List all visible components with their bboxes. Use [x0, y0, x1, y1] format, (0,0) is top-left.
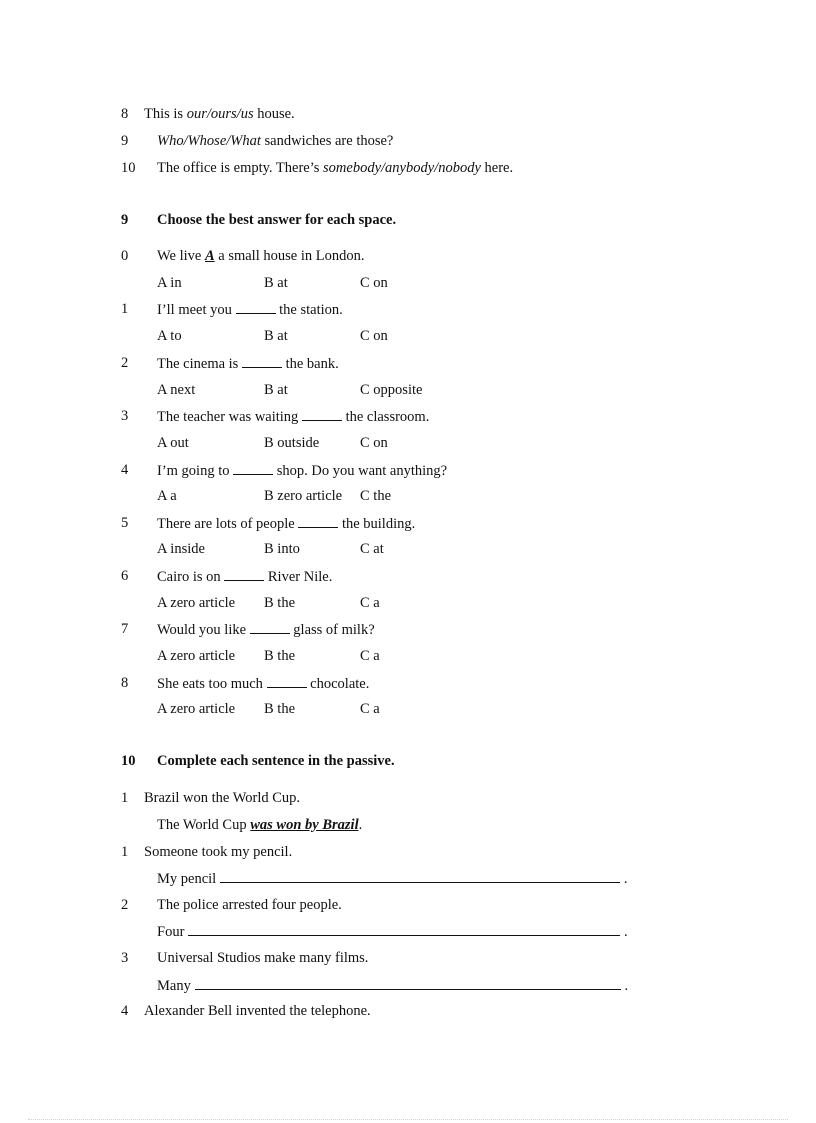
text-pre: The cinema is [157, 356, 242, 372]
sentence: Someone took my pencil. [144, 844, 293, 860]
option-b: B at [264, 328, 288, 344]
item-number: 5 [121, 515, 129, 531]
option-c: C on [360, 275, 388, 291]
item-number: 9 [121, 133, 129, 149]
option-a: A zero article [157, 701, 236, 717]
text-post: the building. [338, 516, 416, 532]
answer-blank[interactable] [250, 620, 290, 634]
text-post: the classroom. [341, 409, 430, 425]
item-number: 2 [121, 355, 129, 371]
section-number: 10 [121, 753, 136, 769]
item-text [144, 105, 295, 123]
text-pre: Cairo is on [157, 569, 225, 585]
option-b: B zero article [264, 488, 343, 504]
section-number: 9 [121, 212, 129, 228]
example-answer: A [204, 248, 215, 264]
answer-blank[interactable] [298, 514, 338, 528]
option-c: C on [360, 328, 388, 344]
answer-row [157, 976, 628, 995]
option-a: A zero article [157, 595, 236, 611]
option-a: A zero article [157, 648, 236, 664]
text-pre: There are lots of people [157, 516, 299, 532]
prompt: Many [157, 978, 191, 994]
end-period: . [624, 978, 629, 994]
answer-blank[interactable] [236, 300, 276, 314]
item-number: 8 [121, 106, 129, 122]
text-post: shop. Do you want anything? [273, 463, 448, 479]
question-text [157, 354, 339, 373]
answer-row [157, 922, 628, 941]
section-title: Complete each sentence in the passive. [157, 753, 395, 769]
question-text [157, 300, 343, 319]
answer-row [157, 869, 627, 888]
option-c: C a [360, 648, 380, 664]
item-text [157, 132, 393, 150]
option-b: B the [264, 701, 296, 717]
text-post: the bank. [281, 356, 339, 372]
text-post: the station. [275, 302, 343, 318]
end-period: . [624, 924, 628, 940]
item-text [157, 159, 513, 177]
question-text [157, 247, 364, 265]
option-c: C on [360, 435, 388, 451]
option-b: B into [264, 541, 300, 557]
option-c: C opposite [360, 382, 423, 398]
option-a: A next [157, 382, 196, 398]
option-a: A inside [157, 541, 205, 557]
sentence: The police arrested four people. [157, 897, 342, 913]
answer-line[interactable] [188, 922, 620, 936]
item-number: 4 [121, 462, 129, 478]
item-number: 2 [121, 897, 129, 913]
question-text [157, 674, 369, 693]
question-text [157, 567, 332, 586]
text-post: a small house in London. [214, 248, 365, 264]
item-number: 6 [121, 568, 129, 584]
option-b: B at [264, 382, 288, 398]
answer-blank[interactable] [267, 674, 307, 688]
text-pre: This is [144, 106, 187, 122]
example-answer-row [157, 816, 362, 834]
sentence: Brazil won the World Cup. [144, 790, 301, 806]
sentence: Alexander Bell invented the telephone. [144, 1003, 371, 1019]
question-text [157, 407, 429, 426]
option-a: A to [157, 328, 182, 344]
text-pre: I’ll meet you [157, 302, 236, 318]
answer-blank[interactable] [302, 407, 342, 421]
section-title: Choose the best answer for each space. [157, 212, 397, 228]
text-post: house. [253, 106, 295, 122]
item-number: 10 [121, 160, 136, 176]
prompt: The World Cup [157, 817, 247, 833]
question-text [157, 461, 447, 480]
item-number: 8 [121, 675, 129, 691]
option-b: B outside [264, 435, 320, 451]
sentence: Universal Studios make many films. [157, 950, 369, 966]
choice-options: Who/Whose/What [157, 133, 261, 149]
question-text [157, 620, 375, 639]
end-period: . [623, 871, 628, 887]
text-post: sandwiches are those? [260, 133, 394, 149]
page-bottom-divider [28, 1119, 788, 1120]
item-number: 4 [121, 1003, 129, 1019]
item-number: 3 [121, 408, 129, 424]
answer-blank[interactable] [242, 354, 282, 368]
option-c: C a [360, 595, 380, 611]
text-post: glass of milk? [289, 622, 375, 638]
text-pre: The teacher was waiting [157, 409, 302, 425]
option-b: B the [264, 595, 296, 611]
text-pre: The office is empty. There’s [157, 160, 324, 176]
text-pre: We live [157, 248, 205, 264]
example-answer: was won by Brazil [250, 817, 359, 833]
answer-blank[interactable] [233, 461, 273, 475]
text-pre: I’m going to [157, 463, 234, 479]
option-a: A out [157, 435, 189, 451]
item-number: 1 [121, 844, 129, 860]
text-post: chocolate. [306, 676, 370, 692]
text-pre: She eats too much [157, 676, 267, 692]
option-b: B at [264, 275, 288, 291]
option-b: B the [264, 648, 296, 664]
prompt: Four [157, 924, 185, 940]
answer-blank[interactable] [224, 567, 264, 581]
text-post: River Nile. [264, 569, 333, 585]
item-number: 0 [121, 248, 129, 264]
option-c: C a [360, 701, 380, 717]
item-number: 1 [121, 790, 129, 806]
prompt: My pencil [157, 871, 217, 887]
end-period: . [358, 817, 363, 833]
item-number: 7 [121, 621, 129, 637]
option-a: A in [157, 275, 182, 291]
text-post: here. [480, 160, 514, 176]
choice-options: our/ours/us [186, 106, 254, 122]
answer-line[interactable] [220, 869, 620, 883]
option-a: A a [157, 488, 177, 504]
choice-options: somebody/anybody/nobody [323, 160, 481, 176]
item-number: 3 [121, 950, 129, 966]
text-pre: Would you like [157, 622, 250, 638]
question-text [157, 514, 415, 533]
option-c: C the [360, 488, 392, 504]
item-number: 1 [121, 301, 129, 317]
answer-line[interactable] [195, 976, 621, 990]
option-c: C at [360, 541, 384, 557]
